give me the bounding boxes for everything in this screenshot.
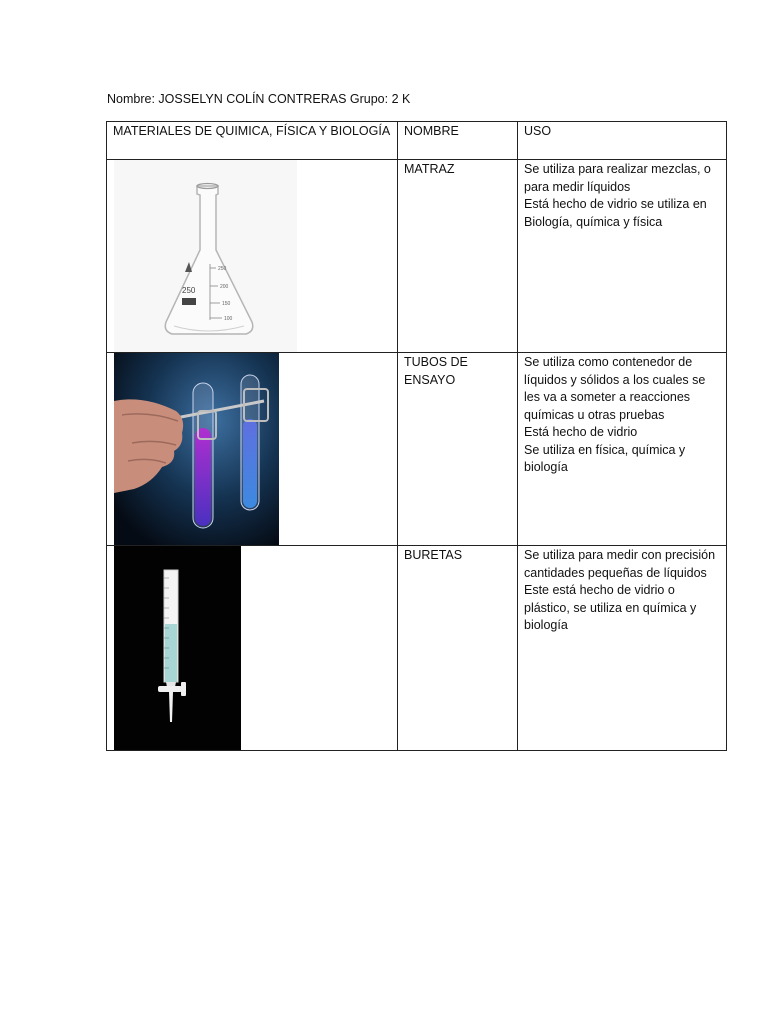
flask-capacity-label: 250 bbox=[182, 286, 196, 295]
header-uso: USO bbox=[518, 122, 727, 160]
table-row bbox=[107, 546, 727, 751]
table-header-row bbox=[107, 122, 727, 160]
student-heading: Nombre: JOSSELYN COLÍN CONTRERAS Grupo: 2 K bbox=[107, 92, 411, 106]
image-cell bbox=[107, 546, 398, 751]
image-cell bbox=[107, 160, 398, 353]
flask-mark-250: 250 bbox=[218, 266, 227, 272]
test-tubes-image bbox=[114, 353, 279, 545]
erlenmeyer-flask-image bbox=[114, 160, 297, 352]
flask-mark-100: 100 bbox=[224, 316, 233, 322]
name-cell: BURETAS bbox=[398, 546, 518, 751]
header-materials: MATERIALES DE QUIMICA, FÍSICA Y BIOLOGÍA bbox=[107, 122, 398, 160]
flask-mark-200: 200 bbox=[220, 284, 229, 290]
header-nombre: NOMBRE bbox=[398, 122, 518, 160]
uso-cell: Se utiliza para medir con precisión cantidades pequeñas de líquidos Este está hecho de vidrio o plástico, se utiliza en química y biología bbox=[518, 546, 727, 751]
table-row bbox=[107, 160, 727, 353]
materials-table bbox=[106, 121, 727, 751]
uso-cell: Se utiliza como contenedor de líquidos y sólidos a los cuales se les va a someter a reacciones químicas u otras pruebas Está hecho de vidrio Se utiliza en física, química y biología bbox=[518, 353, 727, 546]
image-cell bbox=[107, 353, 398, 546]
burette-image bbox=[114, 546, 241, 750]
name-cell: MATRAZ bbox=[398, 160, 518, 353]
table-row bbox=[107, 353, 727, 546]
flask-mark-150: 150 bbox=[222, 301, 231, 307]
name-cell: TUBOS DE ENSAYO bbox=[398, 353, 518, 546]
uso-cell: Se utiliza para realizar mezclas, o para medir líquidos Está hecho de vidrio se utiliza en Biología, química y física bbox=[518, 160, 727, 353]
